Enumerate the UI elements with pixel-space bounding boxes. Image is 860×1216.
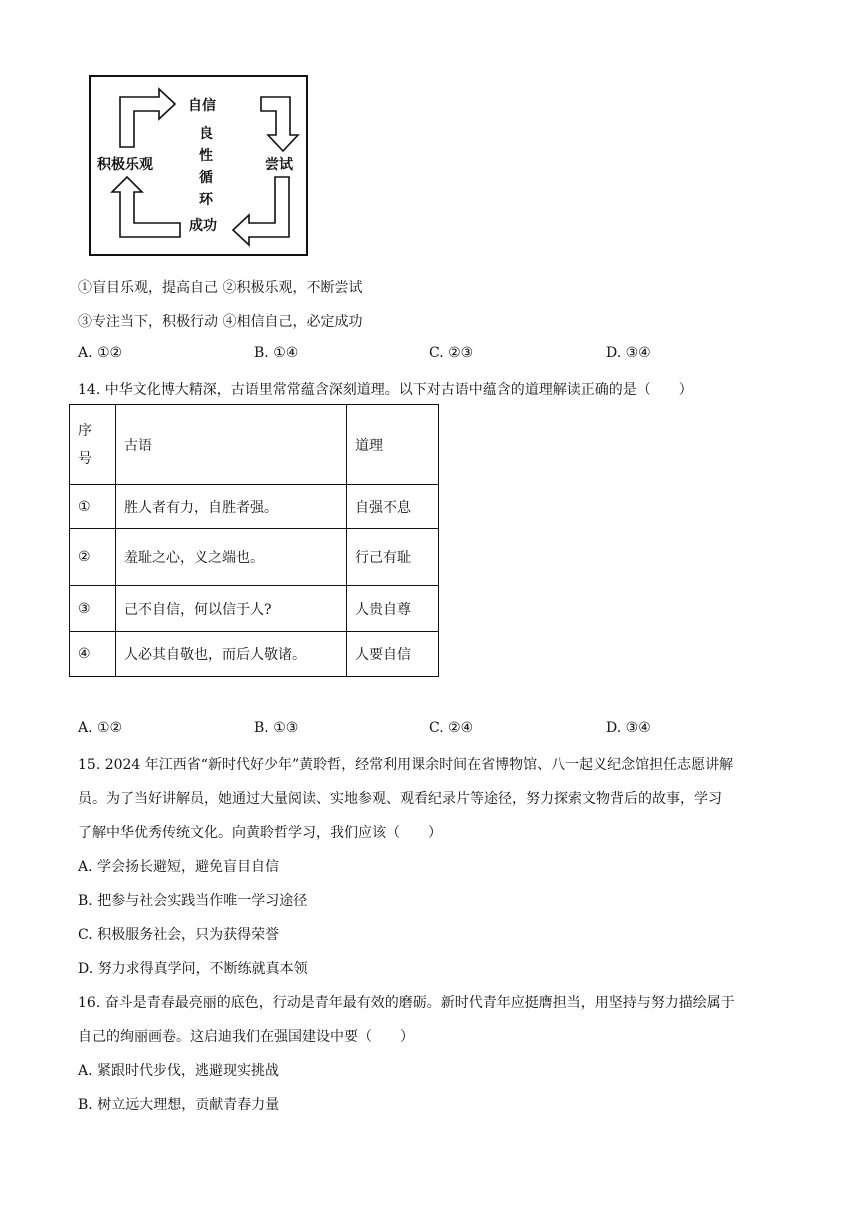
q15-stem-line1: 15. 2024 年江西省“新时代好少年”黄聆哲，经常利用课余时间在省博物馆、八一起义纪念馆担任志愿讲解 [78,757,734,773]
table-row [70,485,439,529]
q15-stem-line3: 了解中华优秀传统文化。向黄聆哲学习，我们应该（ ） [78,825,442,841]
q13-option-d[interactable]: D. ③④ [606,345,651,361]
cycle-diagram [89,75,308,256]
row-index: ④ [70,632,116,677]
q13-statements-line1: ①盲目乐观，提高自己 ②积极乐观，不断尝试 [78,280,363,296]
header-index [70,405,116,485]
q15-stem-line2: 员。为了当好讲解员，她通过大量阅读、实地参观、观看纪录片等途径，努力探索文物背后的故事，学习 [78,791,722,807]
table-row [70,586,439,632]
q15-option-b[interactable]: B. 把参与社会实践当作唯一学习途径 [78,893,308,909]
header-meaning: 道理 [347,405,439,485]
q15-option-a[interactable]: A. 学会扬长避短，避免盲目自信 [78,859,280,875]
row-meaning: 人贵自尊 [347,586,439,632]
arrow-to-try [261,97,298,151]
q13-option-c[interactable]: C. ②③ [429,345,474,361]
arrow-to-confidence [120,89,175,147]
row-quote: 己不自信，何以信于人? [116,586,347,632]
row-index: ③ [70,586,116,632]
row-quote: 羞耻之心，义之端也。 [116,529,347,586]
q16-stem-line2: 自己的绚丽画卷。这启迪我们在强国建设中要（ ） [78,1029,414,1045]
q14-option-c[interactable]: C. ②④ [429,720,474,736]
q14-option-b[interactable]: B. ①③ [254,720,299,736]
center-label [196,123,216,211]
q14-option-a[interactable]: A. ①② [78,720,123,736]
center-char: 性 [199,148,213,164]
q13-option-b[interactable]: B. ①④ [254,345,299,361]
header-index-char: 序 [78,422,92,439]
q16-stem-line1: 16. 奋斗是青春最亮丽的底色，行动是青年最有效的磨砺。新时代青年应挺膺担当，用坚持与努力描绘属于 [78,995,735,1011]
label-try: 尝试 [265,157,293,173]
center-char: 环 [199,192,213,208]
q14-table [69,404,439,677]
arrow-to-success [233,177,289,245]
q14-stem: 14. 中华文化博大精深，古语里常常蕴含深刻道理。以下对古语中蕴含的道理解读正确的是（ ） [78,382,693,398]
q15-option-c[interactable]: C. 积极服务社会，只为获得荣誉 [78,927,280,943]
center-char: 循 [199,170,213,186]
row-index: ② [70,529,116,586]
row-index: ① [70,485,116,529]
q14-option-d[interactable]: D. ③④ [606,720,651,736]
label-success: 成功 [189,218,217,234]
arrow-to-optimism [112,177,180,237]
row-quote: 胜人者有力，自胜者强。 [116,485,347,529]
row-meaning: 行己有耻 [347,529,439,586]
row-quote: 人必其自敬也，而后人敬诸。 [116,632,347,677]
q13-statements-line2: ③专注当下，积极行动 ④相信自己，必定成功 [78,314,363,330]
q16-option-a[interactable]: A. 紧跟时代步伐，逃避现实挑战 [78,1063,280,1079]
row-meaning: 人要自信 [347,632,439,677]
table-header-row [70,405,439,485]
q13-option-a[interactable]: A. ①② [78,345,123,361]
q15-option-d[interactable]: D. 努力求得真学问，不断练就真本领 [78,961,308,977]
table-row [70,632,439,677]
header-quote: 古语 [116,405,347,485]
label-confidence: 自信 [188,98,216,114]
row-meaning: 自强不息 [347,485,439,529]
label-optimism: 积极乐观 [97,157,153,173]
center-char: 良 [199,126,213,142]
q16-option-b[interactable]: B. 树立远大理想，贡献青春力量 [78,1097,280,1113]
table-row [70,529,439,586]
header-index-char: 号 [78,450,92,467]
